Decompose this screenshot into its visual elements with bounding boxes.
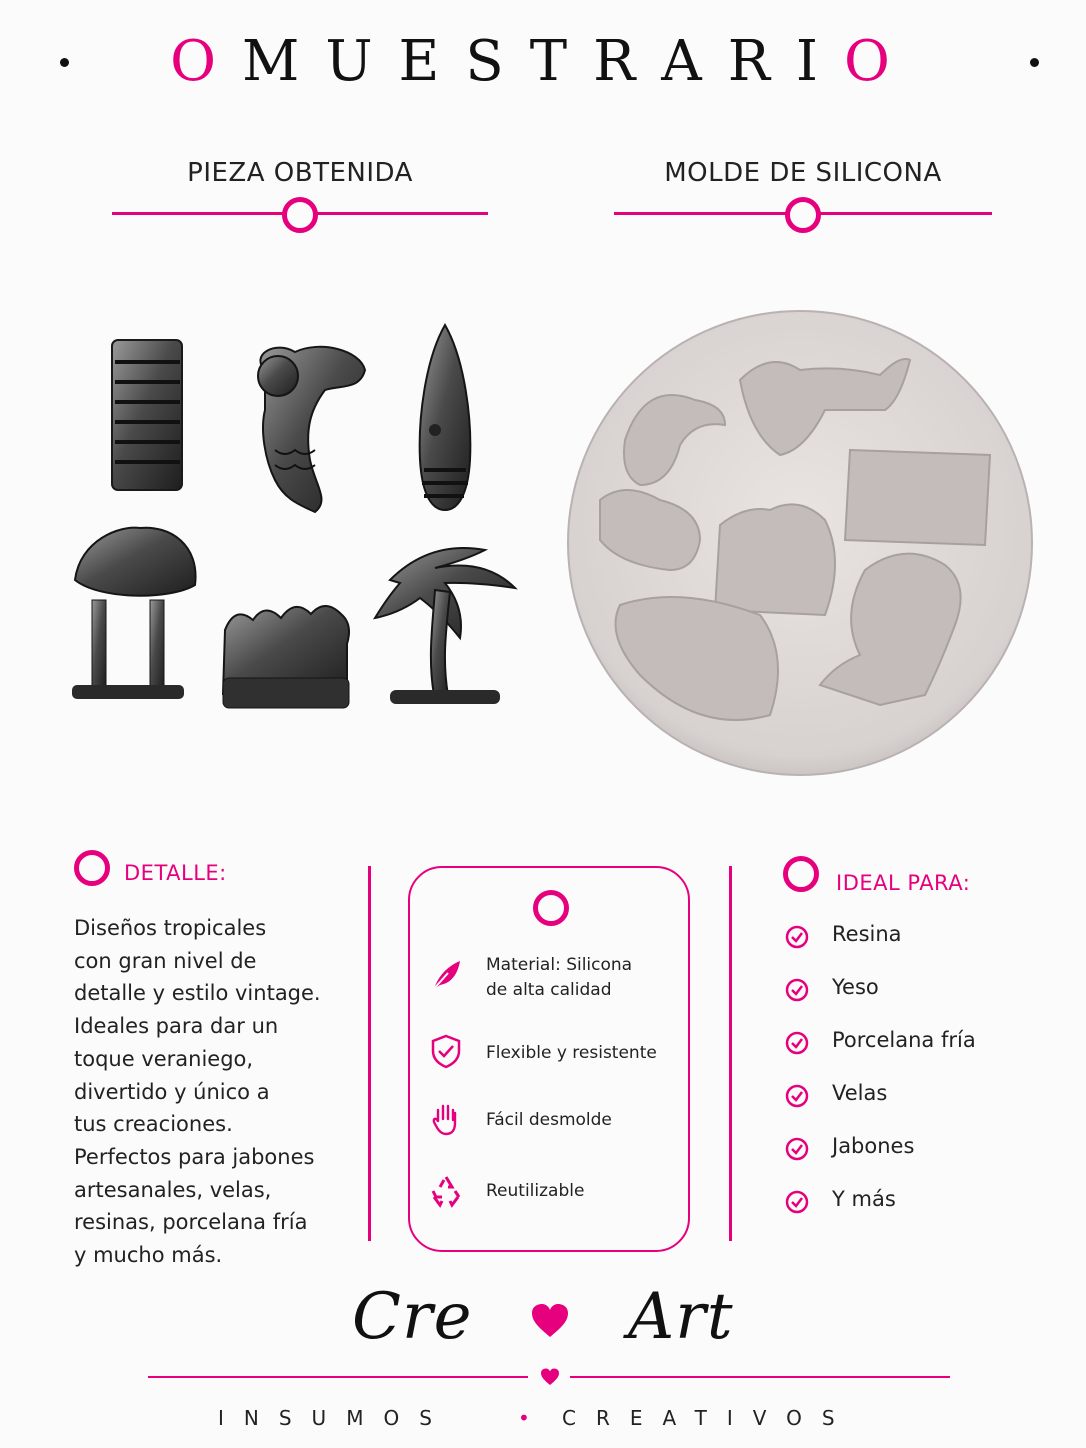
check-circle-icon — [785, 1137, 809, 1161]
parasol-piece — [72, 528, 196, 699]
mold-section-title: MOLDE DE SILICONA — [664, 158, 942, 188]
use-item: Porcelana fría — [832, 1028, 976, 1052]
palm-tree-piece — [375, 548, 515, 704]
use-item: Jabones — [832, 1134, 915, 1158]
check-circle-icon — [785, 1031, 809, 1055]
features-card-ring — [533, 890, 569, 926]
detail-line: Ideales para dar un — [74, 1014, 279, 1039]
use-item: Y más — [832, 1187, 896, 1211]
hand-icon — [428, 1101, 464, 1137]
feature-reusable: Reutilizable — [486, 1181, 585, 1201]
check-circle-icon — [785, 925, 809, 949]
detail-line: y mucho más. — [74, 1243, 223, 1268]
detail-description — [74, 912, 354, 1272]
use-item: Yeso — [832, 975, 879, 999]
detail-line: tus creaciones. — [74, 1112, 233, 1137]
feature-material-line1: Material: Silicona — [486, 955, 633, 975]
title-dot-right — [1030, 58, 1039, 67]
small-heart-icon — [540, 1368, 560, 1386]
feature-material-line2: de alta calidad — [486, 980, 612, 1000]
brand-word-left: Cre — [352, 1280, 473, 1354]
tagline-separator: • — [518, 1406, 530, 1430]
heart-icon — [530, 1303, 570, 1339]
detail-line: artesanales, velas, — [74, 1177, 272, 1202]
cast-pieces-image — [60, 300, 540, 740]
detail-heading: DETALLE: — [124, 861, 227, 885]
use-item: Velas — [832, 1081, 888, 1105]
ideal-heading: IDEAL PARA: — [836, 871, 971, 895]
feature-material — [486, 953, 632, 1003]
silicone-mold-image — [565, 300, 1045, 790]
page-title: OMUESTRARIO — [170, 29, 916, 94]
flower-box-piece — [223, 606, 349, 708]
feature-flexible: Flexible y resistente — [486, 1043, 657, 1063]
shield-check-icon — [428, 1033, 464, 1069]
column-divider-left — [368, 866, 371, 1241]
detail-line: Perfectos para jabones — [74, 1144, 315, 1169]
detail-line: detalle y estilo vintage. — [74, 981, 321, 1006]
column-divider-right — [729, 866, 732, 1241]
piece-divider-ring — [282, 197, 318, 233]
tagline-left: INSUMOS — [218, 1406, 452, 1430]
ladder-piece — [112, 340, 182, 490]
check-circle-icon — [785, 978, 809, 1002]
leaf-icon — [428, 957, 464, 993]
ideal-heading-ring — [783, 856, 819, 892]
detail-line: toque veraniego, — [74, 1046, 254, 1071]
detail-line: divertido y único a — [74, 1079, 270, 1104]
recycle-icon — [428, 1173, 464, 1209]
use-item: Resina — [832, 922, 902, 946]
feature-unmold: Fácil desmolde — [486, 1110, 612, 1130]
check-circle-icon — [785, 1190, 809, 1214]
footer-divider-right — [570, 1376, 950, 1378]
mermaid-piece — [258, 347, 365, 512]
footer-divider-left — [148, 1376, 528, 1378]
detail-line: con gran nivel de — [74, 948, 257, 973]
detail-line: resinas, porcelana fría — [74, 1210, 308, 1235]
detail-heading-ring — [74, 850, 110, 886]
mold-divider-ring — [785, 197, 821, 233]
detail-line: Diseños tropicales — [74, 916, 267, 940]
surfboard-piece — [420, 325, 471, 510]
tagline-right: CREATIVOS — [562, 1406, 855, 1430]
check-circle-icon — [785, 1084, 809, 1108]
brand-word-right: Art — [628, 1280, 734, 1354]
piece-section-title: PIEZA OBTENIDA — [187, 158, 413, 188]
